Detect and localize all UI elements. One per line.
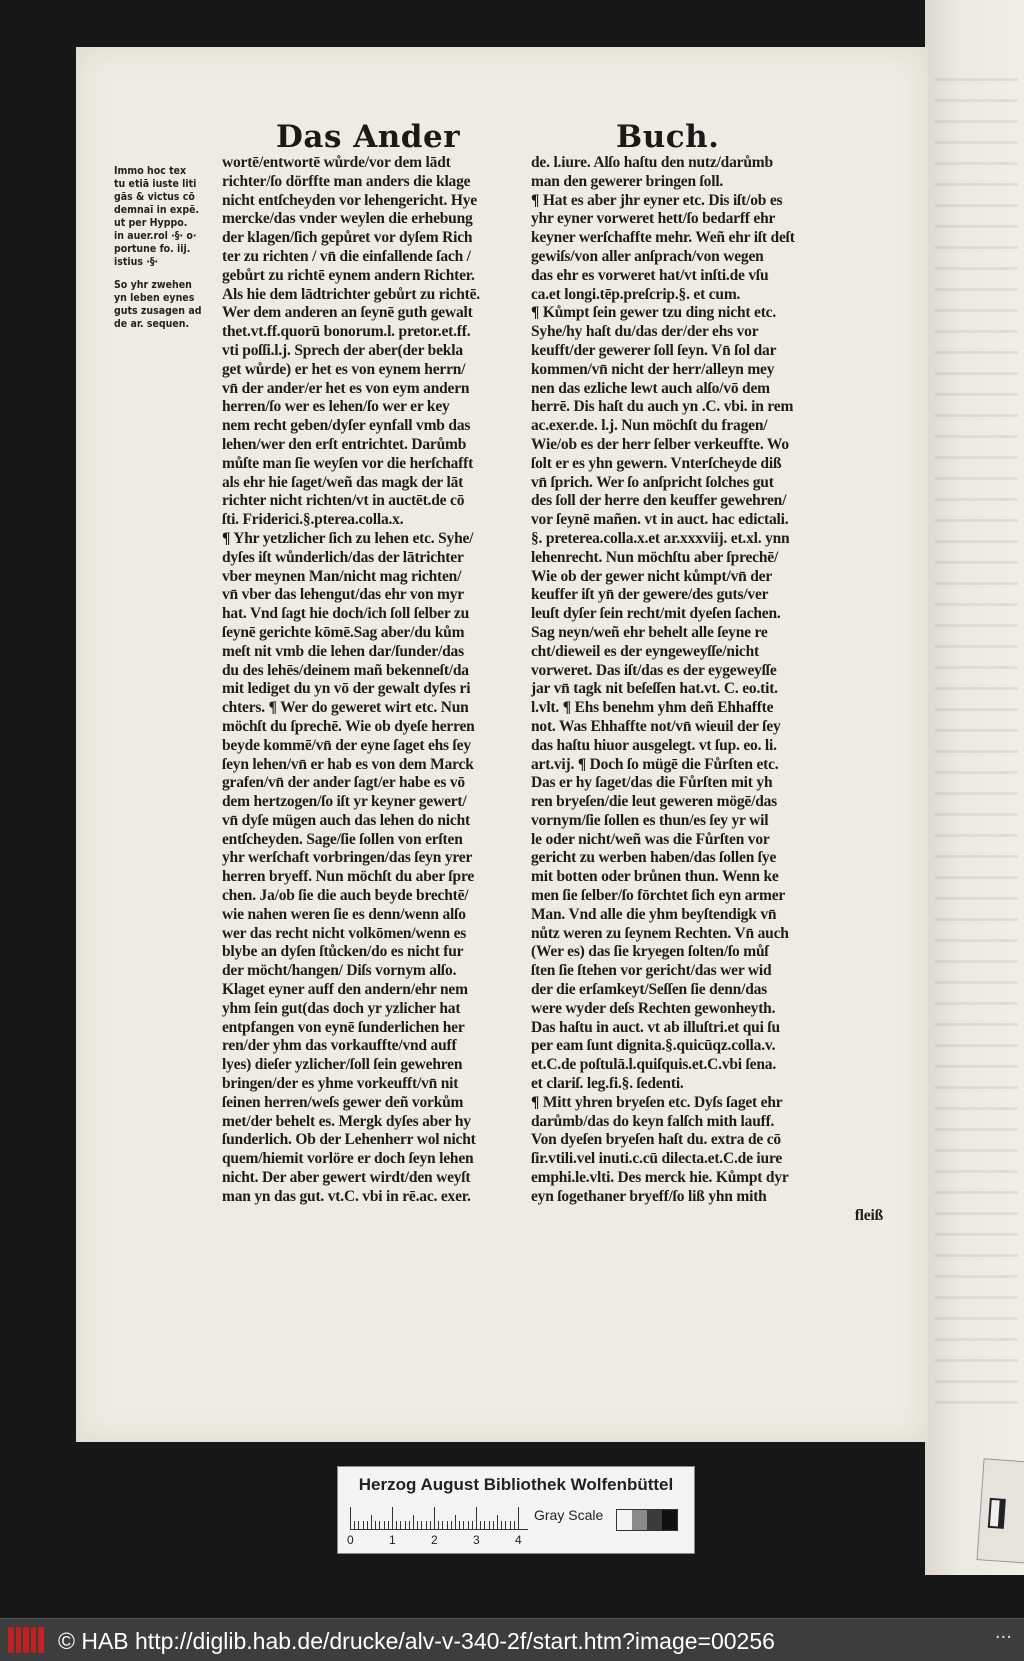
text-line: yhr eyner vorweret hett/ſo bedarff ehr: [531, 210, 776, 228]
text-line: nůtz weren zu ſeynem Rechten. Vn̄ auch: [531, 924, 789, 942]
text-line: blybe an dyſen ſtůcken/do es nicht fur: [222, 943, 464, 961]
text-line: vn̄ vber das lehengut/das ehr von myr: [222, 586, 464, 604]
text-line: Als hie dem lādtrichter gebůrt zu richtē.: [222, 285, 480, 303]
text-line: not. Was Ehhaffte not/vn̄ wieuil der ſey: [531, 717, 781, 735]
text-line: gericht zu werben haben/das ſollen ſye: [531, 849, 777, 867]
facing-page-text: [935, 60, 1018, 1415]
text-line: vber meynen Man/nicht mag richten/: [222, 567, 462, 585]
ruler-number: 4: [515, 1533, 522, 1547]
text-line: men ſie ſelber/ſo fōrchtet ſich eyn armer: [531, 887, 786, 905]
ruler-tick: [455, 1515, 456, 1529]
text-line: darůmb/das do keyn falſch mith lauff.: [531, 1112, 775, 1130]
text-line: art.vij. ¶ Doch ſo mügē die Fůrſten etc.: [531, 755, 779, 773]
book-page: [76, 47, 928, 1442]
gray-swatch: [632, 1510, 647, 1530]
ruler-tick: [350, 1507, 351, 1529]
text-line: wie nahen weren ſie es denn/wenn alſo: [222, 905, 466, 923]
text-line: lehen/wer den erſt entrichtet. Darůmb: [222, 435, 467, 453]
ruler-tick: [518, 1507, 519, 1529]
ruler-tick: [405, 1521, 406, 1529]
right-text-column: [531, 154, 911, 1225]
text-line: lehenrecht. Nun möchſtu aber ſprechē/: [531, 548, 779, 566]
ruler-tick: [421, 1521, 422, 1529]
text-line: keuffer iſt yn̄ der gewere/des guts/ver: [531, 586, 769, 604]
text-line: vorweret. Das iſt/das es der eygeweyſſe: [531, 661, 777, 679]
text-line: yhm ſein gut(das doch yr yzlicher hat: [222, 999, 461, 1017]
gray-scale-swatches: [616, 1509, 678, 1531]
ruler-tick: [375, 1521, 376, 1529]
text-line: hat. Vnd ſagt hie doch/ich ſoll ſelber zu: [222, 605, 470, 623]
ruler-tick: [451, 1521, 452, 1529]
gray-swatch: [662, 1510, 677, 1530]
text-line: herrē. Dis haſt du auch yn .C. vbi. in rem: [531, 398, 794, 416]
ruler-number: 2: [431, 1533, 438, 1547]
text-line: quem/hiemit vorlöre er doch ſeyn lehen: [222, 1150, 474, 1168]
text-line: richter nicht richten/vt in auctēt.de cō: [222, 492, 465, 510]
text-line: ſir.vtili.vel inuti.c.cū dilecta.et.C.de iure: [531, 1150, 783, 1168]
text-line: nem recht geben/dyſer eynfall vmb das: [222, 417, 471, 435]
text-line: herren bryeff. Nun möchſt du aber ſpre: [222, 868, 475, 886]
text-line: dem hertzogen/ſo iſt yr keyner gewert/: [222, 793, 467, 811]
text-line: nicht. Der aber gewert wirdt/den weyſt: [222, 1169, 471, 1187]
ruler-tick: [434, 1507, 435, 1529]
ruler-tick: [493, 1521, 494, 1529]
text-line: ac.exer.de. l.j. Nun möchſt du fragen/: [531, 417, 768, 435]
ruler-tick: [501, 1521, 502, 1529]
text-line: nicht entſcheyden vor lehengericht. Hye: [222, 191, 477, 209]
text-line: grafen/vn̄ der ander ſagt/er habe es vō: [222, 774, 465, 792]
text-line: Wie/ob es der herr ſelber verkeuffte. Wo: [531, 435, 789, 453]
text-line: ſeynē gerichte kōmē.Sag aber/du kům: [222, 623, 465, 641]
text-line: per eam ſunt dignita.§.quicūqz.colla.v.: [531, 1037, 776, 1055]
margin-note: Immo hoc tex tu etiā iuste liti gās & victus cō demnaī in expē. ut per Hyppo. in auer.rol ·§· o· portune fo. iij. istius ·§·: [114, 165, 200, 268]
ruler-tick: [463, 1521, 464, 1529]
ruler-tick: [363, 1521, 364, 1529]
text-line: das haſtu hiuor ausgelegt. vt ſup. eo. li.: [531, 736, 777, 754]
text-line: gebůrt zu richtē eynem andern Richter.: [222, 266, 475, 284]
text-line: §. preterea.colla.x.et ar.xxxviij. et.xl. ynn: [531, 529, 790, 547]
text-line: eyn ſogethaner bryeff/ſo liß yhn mith: [531, 1187, 767, 1205]
ruler-tick: [514, 1521, 515, 1529]
ruler-tick: [497, 1515, 498, 1529]
text-line: Wie ob der gewer nicht kůmpt/vn̄ der: [531, 567, 773, 585]
text-line: wortē/entwortē wůrde/vor dem lādt: [222, 154, 451, 171]
margin-note: So yhr zwehen yn leben eynes guts zusagen ad de ar. sequen.: [114, 279, 202, 330]
ruler-tick: [400, 1521, 401, 1529]
text-line: yhr werſchaft vorbringen/das ſeyn yrer: [222, 849, 473, 867]
text-line: chen. Ja/ob ſie die auch beyde brechtē/: [222, 887, 469, 905]
text-line: cht/dieweil es der eyngeweyſſe/nicht: [531, 642, 759, 660]
text-line: keyner werſchaffte mehr. Weñ ehr iſt deſt: [531, 229, 795, 247]
text-line: richter/ſo dörffte man anders die klage: [222, 172, 471, 190]
text-line: ¶ Kůmpt ſein gewer tzu ding nicht etc.: [531, 304, 777, 322]
text-line: l.vlt. ¶ Ehs benehm yhm deñ Ehhaffte: [531, 699, 774, 717]
text-line: bringen/der es yhme vorkeufft/vn̄ nit: [222, 1075, 459, 1093]
text-line: de. l.iure. Alſo haſtu den nutz/darůmb: [531, 154, 773, 171]
running-head-left: Das Ander: [276, 119, 461, 155]
text-line: lyes) dieſer yzlicher/ſoll ſein gewehren: [222, 1056, 463, 1074]
ruler-tick: [417, 1521, 418, 1529]
text-line: mercke/das vnder weylen die erhebung: [222, 210, 473, 228]
text-line: leuſt dyſer ſein recht/mit dyeſen ſachen.: [531, 605, 781, 623]
text-line: Das er hy ſaget/das die Fůrſten mit yh: [531, 774, 773, 792]
text-line: Syhe/hy haſt du/das der/der ehs vor: [531, 323, 759, 341]
text-line: keufft/der gewerer ſoll ſeyn. Vn̄ ſol dar: [531, 341, 777, 359]
text-line: man yn das gut. vt.C. vbi in rē.ac. exer.: [222, 1187, 471, 1205]
ruler-tick: [489, 1521, 490, 1529]
gray-swatch: [617, 1510, 632, 1530]
ruler-tick: [484, 1521, 485, 1529]
text-line: du des lehēs/deinem mañ bekenneſt/da: [222, 661, 469, 679]
page-url[interactable]: © HAB http://diglib.hab.de/drucke/alv-v-340-2f/start.htm?image=00256: [58, 1628, 775, 1654]
text-line: ren/der yhm das vorkauffte/vnd auff: [222, 1037, 457, 1055]
text-line: mit lediget du yn vō der gewalt dyſes ri: [222, 680, 471, 698]
text-line: meſt nit vmb die lehen dar/ſunder/das: [222, 642, 464, 660]
text-line: dyſes iſt wůnderlich/das der lātrichter: [222, 548, 464, 566]
text-line: der klagen/ſich gepůret vor dyſem Rich: [222, 229, 473, 247]
text-line: das ehr es vorweret hat/vt inſti.de vſu: [531, 266, 769, 284]
text-line: herren/ſo wer es lehen/ſo wer er key: [222, 398, 450, 416]
colorbar-title: Herzog August Bibliothek Wolfenbüttel: [358, 1475, 674, 1494]
ruler-tick: [379, 1521, 380, 1529]
text-line: vornym/ſie ſollen es thun/es ſey yr wil: [531, 811, 769, 829]
ruler-tick: [438, 1521, 439, 1529]
text-line: ſeyn lehen/vn̄ er hab es von dem Marck: [222, 755, 474, 773]
text-line: der möcht/hangen/ Diſs vornym alſo.: [222, 962, 457, 980]
text-line: beyde kommē/vn̄ der eyne ſaget ehs ſey: [222, 736, 471, 754]
text-line: ¶ Hat es aber jhr eyner etc. Dis iſt/ob es: [531, 191, 783, 209]
more-icon[interactable]: ···: [994, 1627, 1012, 1648]
text-line: (Wer es) das ſie kryegen ſolten/ſo můſ: [531, 943, 769, 961]
ruler-tick: [409, 1521, 410, 1529]
ruler-tick: [388, 1521, 389, 1529]
catchword: fleiß: [854, 1206, 883, 1224]
text-line: ¶ Mitt yhren bryeſen etc. Dyſs ſaget ehr: [531, 1093, 783, 1111]
text-line: man den gewerer bringen ſoll.: [531, 172, 724, 190]
text-line: möchſt du ſprechē. Wie ob dyeſe herren: [222, 717, 475, 735]
text-line: emphi.le.vlti. Des merck hie. Kůmpt dyr: [531, 1169, 789, 1187]
text-line: nen das ezliche lewt auch alſo/vō dem: [531, 379, 770, 397]
ruler-tick: [392, 1507, 393, 1529]
facing-page: [925, 0, 1024, 1575]
ruler-tick: [367, 1521, 368, 1529]
text-line: entpfangen von eynē ſunderlichen her: [222, 1018, 465, 1036]
ruler-tick: [476, 1507, 477, 1529]
ruler-tick: [459, 1521, 460, 1529]
gray-scale-label: Gray Scale: [534, 1507, 604, 1523]
text-line: ¶ Yhr yetzlicher ſich zu lehen etc. Syhe/: [222, 529, 474, 547]
ruler-tick: [468, 1521, 469, 1529]
text-line: vn̄ ſprich. Wer ſo anſpricht ſolches gut: [531, 473, 774, 491]
text-line: wer das recht nicht volkōmen/wenn es: [222, 924, 467, 942]
text-line: were wyder deſs Rechten gewonheyth.: [531, 999, 776, 1017]
text-line: get wůrde) er het es von eynem herrn/: [222, 360, 466, 378]
status-bar: [0, 1618, 1024, 1661]
text-line: gewiſs/von aller anſprach/von wegen: [531, 247, 764, 265]
text-line: als ehr hie ſaget/weñ das magk der lāt: [222, 473, 464, 491]
ruler-tick: [505, 1521, 506, 1529]
text-line: vor ſeynē mañen. vt in auct. hac edictali.: [531, 511, 789, 529]
margin-notes: [114, 165, 232, 341]
text-line: vti poſſi.l.j. Sprech der aber(der bekla: [222, 341, 463, 359]
cm-ruler: [350, 1507, 528, 1530]
text-line: thet.vt.ff.quorū bonorum.l. pretor.et.ff.: [222, 323, 471, 341]
text-line: Von dyeſen bryeſen haſt du. extra de cō: [531, 1131, 781, 1149]
text-line: Man. Vnd alle die yhm beyſtendigk vn̄: [531, 905, 777, 923]
text-line: ſti. Friderici.§.pterea.colla.x.: [222, 511, 404, 529]
ruler-tick: [442, 1521, 443, 1529]
ruler-tick: [447, 1521, 448, 1529]
text-line: Wer dem anderen an ſeynē guth gewalt: [222, 304, 473, 322]
text-line: le oder nicht/weñ was die Fůrſten vor: [531, 830, 770, 848]
text-line: et clariſ. leg.fi.§. ſedenti.: [531, 1075, 684, 1093]
running-head-right: Buch.: [616, 119, 720, 155]
text-line: vn̄ der ander/er het es von eym andern: [222, 379, 470, 397]
text-line: ſunderlich. Ob der Lehenherr wol nicht: [222, 1131, 476, 1149]
text-line: et.C.de poſtulā.l.quiſquis.et.C.vbi ſena.: [531, 1056, 777, 1074]
ruler-tick: [371, 1515, 372, 1529]
ruler-number: 1: [389, 1533, 396, 1547]
text-line: ter zu richten / vn̄ die einfallende ſach /: [222, 247, 471, 265]
text-line: mit botten oder brůnen thun. Wenn ke: [531, 868, 779, 886]
color-calibration-bar: [337, 1466, 695, 1554]
text-line: ca.et longi.tēp.preſcrip.§. et cum.: [531, 285, 741, 303]
ruler-tick: [510, 1521, 511, 1529]
ruler-tick: [396, 1521, 397, 1529]
ruler-tick: [413, 1515, 414, 1529]
gray-swatch: [647, 1510, 662, 1530]
hab-logo-icon: [8, 1627, 44, 1653]
text-line: Sag neyn/weñ ehr behelt alle ſeyne re: [531, 623, 768, 641]
text-line: ſten ſie ſtehen vor gericht/das wer wid: [531, 962, 772, 980]
text-line: ſeinen herren/weſs gewer deñ vorkům: [222, 1093, 464, 1111]
facing-colorbar: [977, 1458, 1024, 1563]
ruler-number: 3: [473, 1533, 480, 1547]
ruler-tick: [426, 1521, 427, 1529]
text-line: Klaget eyner auff den andern/ehr nem: [222, 981, 468, 999]
text-line: met/der behelt es. Mergk dyſes aber hy: [222, 1112, 471, 1130]
text-line: Das haſtu in auct. vt ab illuſtri.et qui ſu: [531, 1018, 780, 1036]
text-line: jar vn̄ tagk nit beſeſſen hat.vt. C. eo.tit.: [531, 680, 778, 698]
text-line: ſolt er es yhn gewern. Vnterſcheyde diß: [531, 454, 782, 472]
text-line: ren bryeſen/die leut geweren mögē/das: [531, 793, 778, 811]
text-line: kommen/vn̄ nicht der herr/alleyn mey: [531, 360, 775, 378]
ruler-tick: [472, 1521, 473, 1529]
ruler-tick: [480, 1521, 481, 1529]
text-line: můſte man ſie weyſen vor die herſchafft: [222, 454, 474, 472]
text-line: entſcheyden. Sage/ſie ſollen von erſten: [222, 830, 463, 848]
text-line: der die erſamkeyt/Seſſen ſie denn/das: [531, 981, 768, 999]
text-line: chters. ¶ Wer do geweret wirt etc. Nun: [222, 699, 469, 717]
ruler-tick: [354, 1521, 355, 1529]
text-line: des ſoll der herre den keuffer gewehren/: [531, 492, 787, 510]
text-line: vn̄ dyſe mügen auch das lehen do nicht: [222, 811, 470, 829]
ruler-tick: [358, 1521, 359, 1529]
ruler-tick: [430, 1521, 431, 1529]
ruler-tick: [384, 1521, 385, 1529]
ruler-number: 0: [347, 1533, 354, 1547]
